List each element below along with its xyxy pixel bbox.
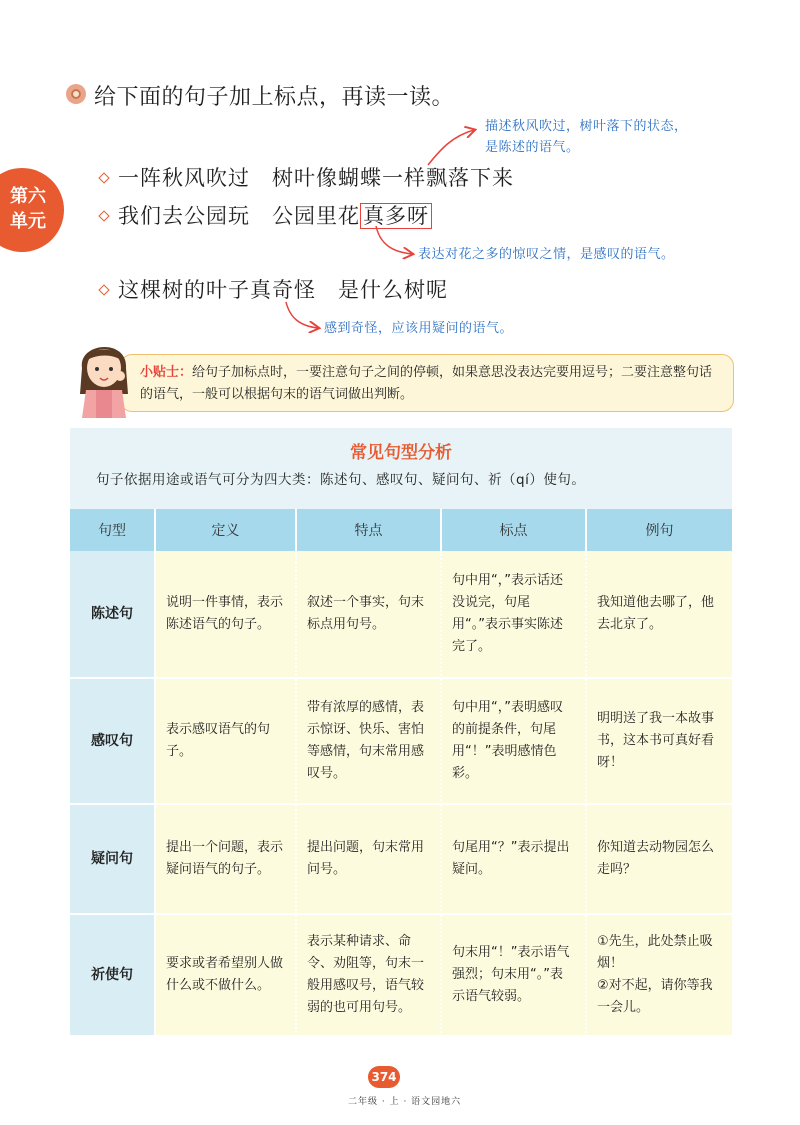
analysis-title: 常见句型分析 [350, 443, 452, 463]
row-type: 感叹句 [70, 679, 156, 805]
annotation-1-line2: 是陈述的语气。 [485, 140, 580, 155]
exercise-instruction: 给下面的句子加上标点，再读一读。 [94, 85, 455, 110]
row-feature: 提出问题，句末常用问号。 [297, 805, 442, 915]
header-definition: 定义 [156, 509, 297, 551]
row-feature: 带有浓厚的感情，表示惊讶、快乐、害怕等感情，句末常用感叹号。 [297, 679, 442, 805]
row-feature: 表示某种请求、命令、劝阻等，句末一般用感叹号，语气较弱的也可用句号。 [297, 915, 442, 1037]
sentence-2-highlight: 真多呀 [360, 203, 432, 229]
tip-content: 给句子加标点时，一要注意句子之间的停顿，如果意思没表达完要用逗号；二要注意整句话的语气，一般可以根据句末的语气词做出判断。 [140, 365, 713, 402]
row-definition: 提出一个问题，表示疑问语气的句子。 [156, 805, 297, 915]
unit-tab-line2: 单元 [10, 211, 46, 232]
row-definition: 要求或者希望别人做什么或不做什么。 [156, 915, 297, 1037]
tip-text [140, 362, 724, 406]
annotation-1 [485, 116, 688, 158]
row-punctuation: 句中用“，”表示话还没说完，句尾用“。”表示事实陈述完了。 [442, 551, 587, 679]
row-type: 陈述句 [70, 551, 156, 679]
sentence-2-part1: 我们去公园玩 [118, 204, 250, 228]
row-example-1: ①先生，此处禁止吸烟！ [597, 934, 713, 971]
row-punctuation: 句中用“，”表明感叹的前提条件，句尾用“！”表明感情色彩。 [442, 679, 587, 805]
unit-tab-line1: 第六 [10, 186, 46, 207]
girl-illustration [72, 328, 136, 418]
table-row [70, 915, 732, 1037]
table-row [70, 805, 732, 915]
sentence-3-part1: 这棵树的叶子真奇怪 [118, 278, 316, 302]
table-header-row [70, 509, 732, 551]
analysis-intro: 句子依据用途或语气可分为四大类：陈述句、感叹句、疑问句、祈（qí）使句。 [96, 472, 586, 488]
sentence-1-part1: 一阵秋风吹过 [118, 166, 250, 190]
header-example: 例句 [587, 509, 732, 551]
table-row [70, 679, 732, 805]
annotation-arrows [0, 0, 800, 360]
header-feature: 特点 [297, 509, 442, 551]
row-feature: 叙述一个事实，句末标点用句号。 [297, 551, 442, 679]
row-example: 明明送了我一本故事书，这本书可真好看呀！ [587, 679, 732, 805]
annotation-3: 感到奇怪，应该用疑问的语气。 [324, 321, 514, 336]
annotation-1-line1: 描述秋风吹过，树叶落下的状态， [485, 119, 688, 134]
row-example: 我知道他去哪了，他去北京了。 [587, 551, 732, 679]
row-punctuation: 句尾用“？”表示提出疑问。 [442, 805, 587, 915]
header-punctuation: 标点 [442, 509, 587, 551]
arrow-2 [376, 226, 412, 254]
tip-label: 小贴士： [140, 365, 193, 380]
row-punctuation: 句末用“！”表示语气强烈；句末用“。”表示语气较弱。 [442, 915, 587, 1037]
footer-label: 二年级 · 上 · 语文园地六 [348, 1097, 462, 1107]
arrow-3 [286, 302, 318, 328]
sentence-2-part2a: 公园里花 [272, 204, 360, 228]
sentence-1-part2: 树叶像蝴蝶一样飘落下来 [272, 166, 514, 190]
sentence-type-table [70, 509, 732, 1037]
annotation-2: 表达对花之多的惊叹之情，是感叹的语气。 [418, 247, 675, 262]
row-definition: 表示感叹语气的句子。 [156, 679, 297, 805]
row-example-2: ②对不起，请你等我一会儿。 [597, 978, 713, 1015]
row-type: 祈使句 [70, 915, 156, 1037]
header-type: 句型 [70, 509, 156, 551]
arrow-1 [428, 130, 474, 165]
row-example [587, 915, 732, 1037]
row-example: 你知道去动物园怎么走吗？ [587, 805, 732, 915]
table-row [70, 551, 732, 679]
row-definition: 说明一件事情，表示陈述语气的句子。 [156, 551, 297, 679]
row-type: 疑问句 [70, 805, 156, 915]
page-number: 374 [368, 1066, 400, 1088]
sentence-3-part2: 是什么树呢 [338, 278, 448, 302]
